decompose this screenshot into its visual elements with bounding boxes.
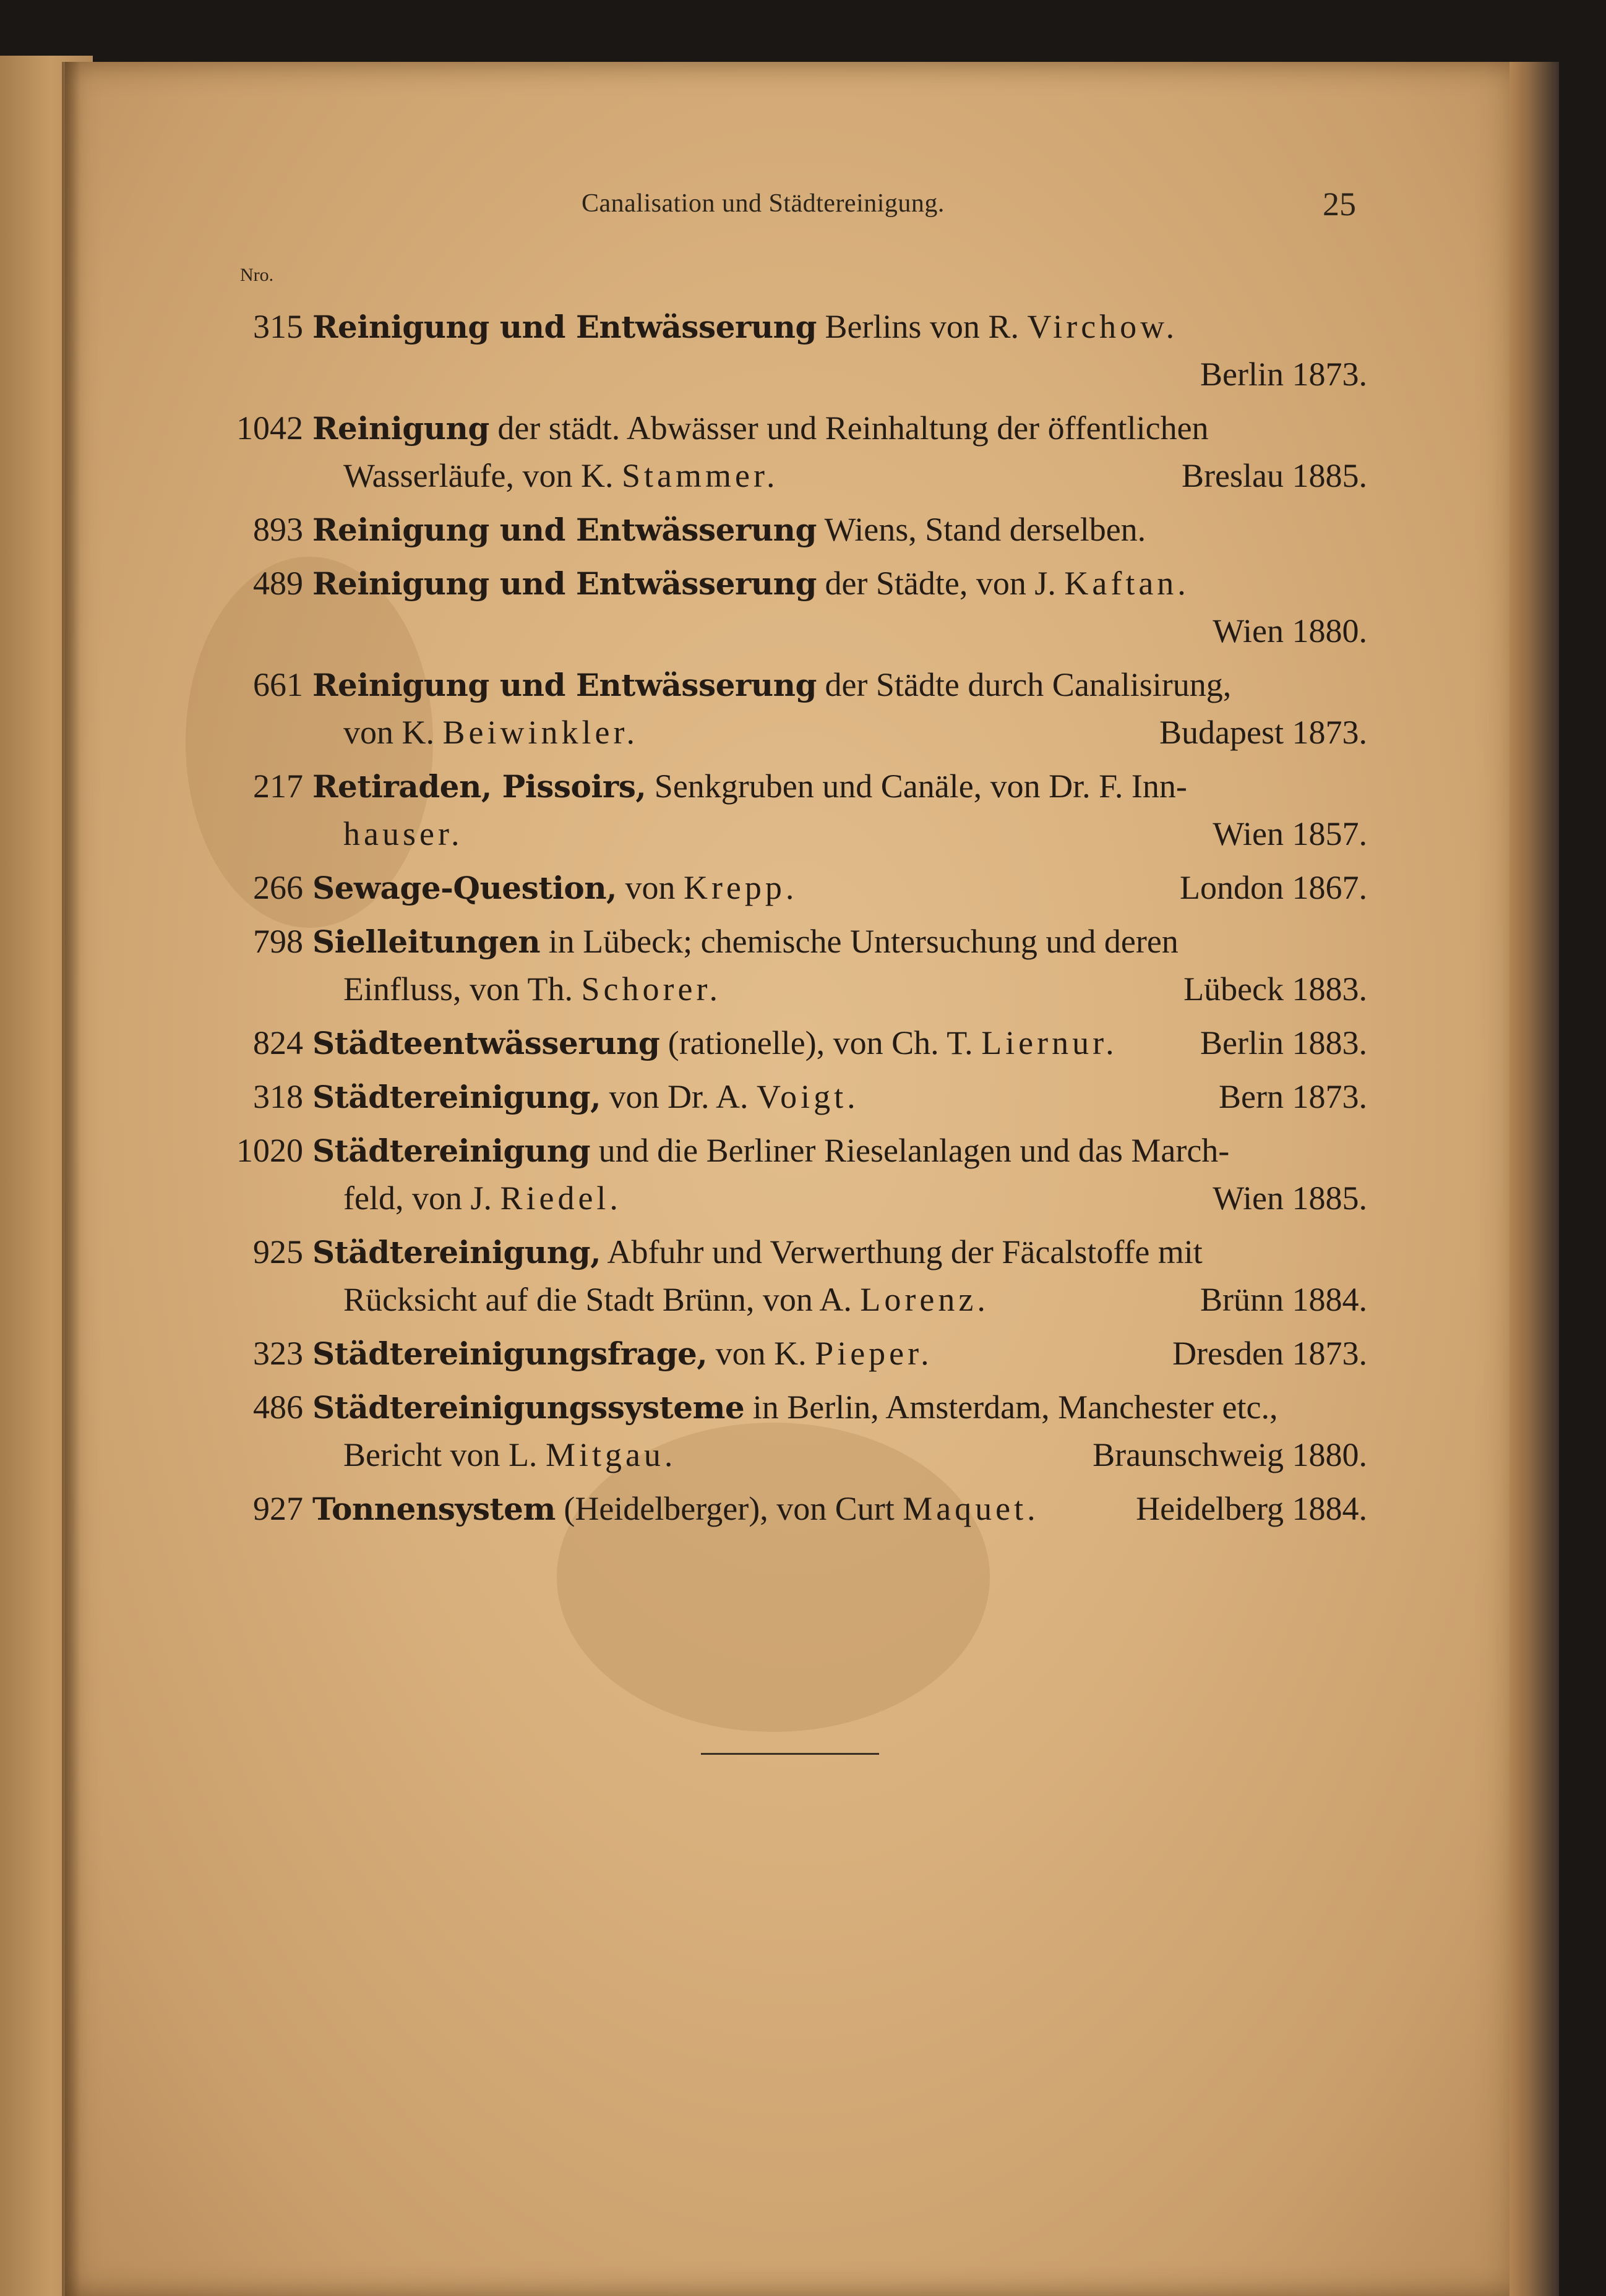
entry-keyword: Städtereinigung, (312, 1234, 601, 1270)
entry-text: von Dr. A. (609, 1078, 749, 1115)
entry-keyword: Reinigung und Entwässerung (312, 565, 817, 602)
entry-text: und die Berliner Rieselanlagen und das March- (598, 1132, 1230, 1169)
entry-text: in Berlin, Amsterdam, Manchester etc., (752, 1389, 1278, 1426)
entry-text: von K. (715, 1335, 807, 1372)
entry-keyword: Retiraden, Pissoirs, (312, 768, 646, 805)
entry-place-year: Dresden 1873. (1172, 1335, 1367, 1372)
entry-keyword: Sielleitungen (312, 923, 541, 960)
entry-place-year: Heidelberg 1884. (1136, 1490, 1367, 1527)
entry-text: Rücksicht auf die Stadt Brünn, von A. (343, 1281, 852, 1318)
entry-text: von (625, 869, 676, 906)
entry-number: 1020 (236, 1132, 303, 1169)
entry-place-year: Brünn 1884. (1200, 1281, 1367, 1318)
page-edge (1509, 62, 1559, 2296)
list-item (204, 506, 1367, 554)
entry-keyword: Städtereinigungsfrage, (312, 1335, 708, 1372)
entry-text: Abfuhr und Verwerthung der Fäcalstoffe mit (607, 1233, 1203, 1270)
entry-number: 217 (253, 768, 303, 805)
entry-author: Liernur. (981, 1024, 1118, 1061)
entry-keyword: Reinigung und Entwässerung (312, 309, 817, 345)
entry-author: Krepp. (683, 869, 798, 906)
list-item (204, 661, 1367, 756)
entry-place-year: Wien 1880. (1213, 612, 1367, 649)
entry-place-year: Breslau 1885. (1182, 457, 1367, 494)
entry-author: Maquet. (903, 1490, 1039, 1527)
entry-author: Pieper. (815, 1335, 933, 1372)
entry-author: hauser. (343, 815, 463, 852)
end-rule (701, 1753, 879, 1755)
entry-author: Kaftan. (1064, 565, 1190, 602)
entry-text: der Städte durch Canalisirung, (825, 666, 1232, 703)
entry-keyword: Tonnensystem (312, 1491, 556, 1527)
list-item (204, 918, 1367, 1013)
entry-place-year: Wien 1857. (1213, 815, 1367, 852)
entry-keyword: Reinigung (312, 410, 489, 447)
entry-text: der Städte, von J. (825, 565, 1056, 602)
entry-author: Schorer. (581, 970, 721, 1008)
running-title: Canalisation und Städtereinigung. (582, 189, 945, 218)
entry-number: 927 (253, 1490, 303, 1527)
list-item (204, 1228, 1367, 1324)
list-item (204, 1330, 1367, 1377)
entry-number: 893 (253, 511, 303, 548)
bibliography-list (204, 303, 1367, 1539)
entry-number: 486 (253, 1389, 303, 1426)
entry-author: Riedel. (500, 1180, 622, 1217)
gutter-shadow (62, 62, 80, 2296)
entry-keyword: Städtereinigung (312, 1133, 591, 1169)
entry-keyword: Städtereinigung, (312, 1079, 601, 1115)
running-head (0, 186, 1606, 232)
entry-keyword: Städtereinigungssysteme (312, 1389, 745, 1426)
number-column-label: Nro. (240, 265, 274, 285)
entry-number: 266 (253, 869, 303, 906)
entry-text: Senkgruben und Canäle, von Dr. F. Inn- (654, 768, 1187, 805)
entry-author: Mitgau. (545, 1436, 677, 1473)
entry-place-year: London 1867. (1180, 869, 1367, 906)
list-item (204, 763, 1367, 858)
entry-number: 323 (253, 1335, 303, 1372)
entry-place-year: Wien 1885. (1213, 1180, 1367, 1217)
entry-text: von K. (343, 714, 434, 751)
page-number: 25 (1323, 186, 1356, 223)
entry-number: 318 (253, 1078, 303, 1115)
entry-keyword: Sewage-Question, (312, 870, 617, 906)
list-item (204, 405, 1367, 500)
entry-number: 925 (253, 1233, 303, 1270)
entry-place-year: Berlin 1873. (1200, 356, 1367, 393)
list-item (204, 1485, 1367, 1533)
entry-text: Wasserläufe, von K. (343, 457, 614, 494)
list-item (204, 303, 1367, 398)
entry-place-year: Berlin 1883. (1200, 1024, 1367, 1061)
entry-text: Berlins von R. (825, 308, 1019, 345)
list-item (204, 1073, 1367, 1121)
entry-author: Beiwinkler. (442, 714, 638, 751)
entry-text: (Heidelberger), von Curt (564, 1490, 895, 1527)
list-item (204, 1127, 1367, 1222)
entry-keyword: Reinigung und Entwässerung (312, 667, 817, 703)
entry-text: Einfluss, von Th. (343, 970, 573, 1008)
entry-author: Virchow. (1027, 308, 1179, 345)
entry-text: der städt. Abwässer und Reinhaltung der öffentlichen (497, 409, 1209, 447)
list-item (204, 1019, 1367, 1067)
entry-text: Wiens, Stand derselben. (824, 511, 1146, 548)
entry-keyword: Städteentwässerung (312, 1025, 660, 1061)
entry-number: 661 (253, 666, 303, 703)
entry-number: 798 (253, 923, 303, 960)
entry-text: feld, von J. (343, 1180, 492, 1217)
entry-number: 489 (253, 565, 303, 602)
entry-text: in Lübeck; chemische Untersuchung und deren (548, 923, 1179, 960)
entry-author: Stammer. (622, 457, 779, 494)
entry-keyword: Reinigung und Entwässerung (312, 512, 817, 548)
entry-number: 1042 (236, 409, 303, 447)
entry-place-year: Lübeck 1883. (1183, 970, 1367, 1008)
entry-place-year: Bern 1873. (1219, 1078, 1367, 1115)
list-item (204, 1384, 1367, 1479)
entry-author: Lorenz. (860, 1281, 989, 1318)
list-item (204, 560, 1367, 655)
list-item (204, 864, 1367, 912)
entry-place-year: Braunschweig 1880. (1093, 1436, 1367, 1473)
entry-text: Bericht von L. (343, 1436, 538, 1473)
entry-number: 824 (253, 1024, 303, 1061)
entry-place-year: Budapest 1873. (1159, 714, 1367, 751)
entry-number: 315 (253, 308, 303, 345)
entry-text: (rationelle), von Ch. T. (668, 1024, 973, 1061)
entry-author: Voigt. (757, 1078, 859, 1115)
